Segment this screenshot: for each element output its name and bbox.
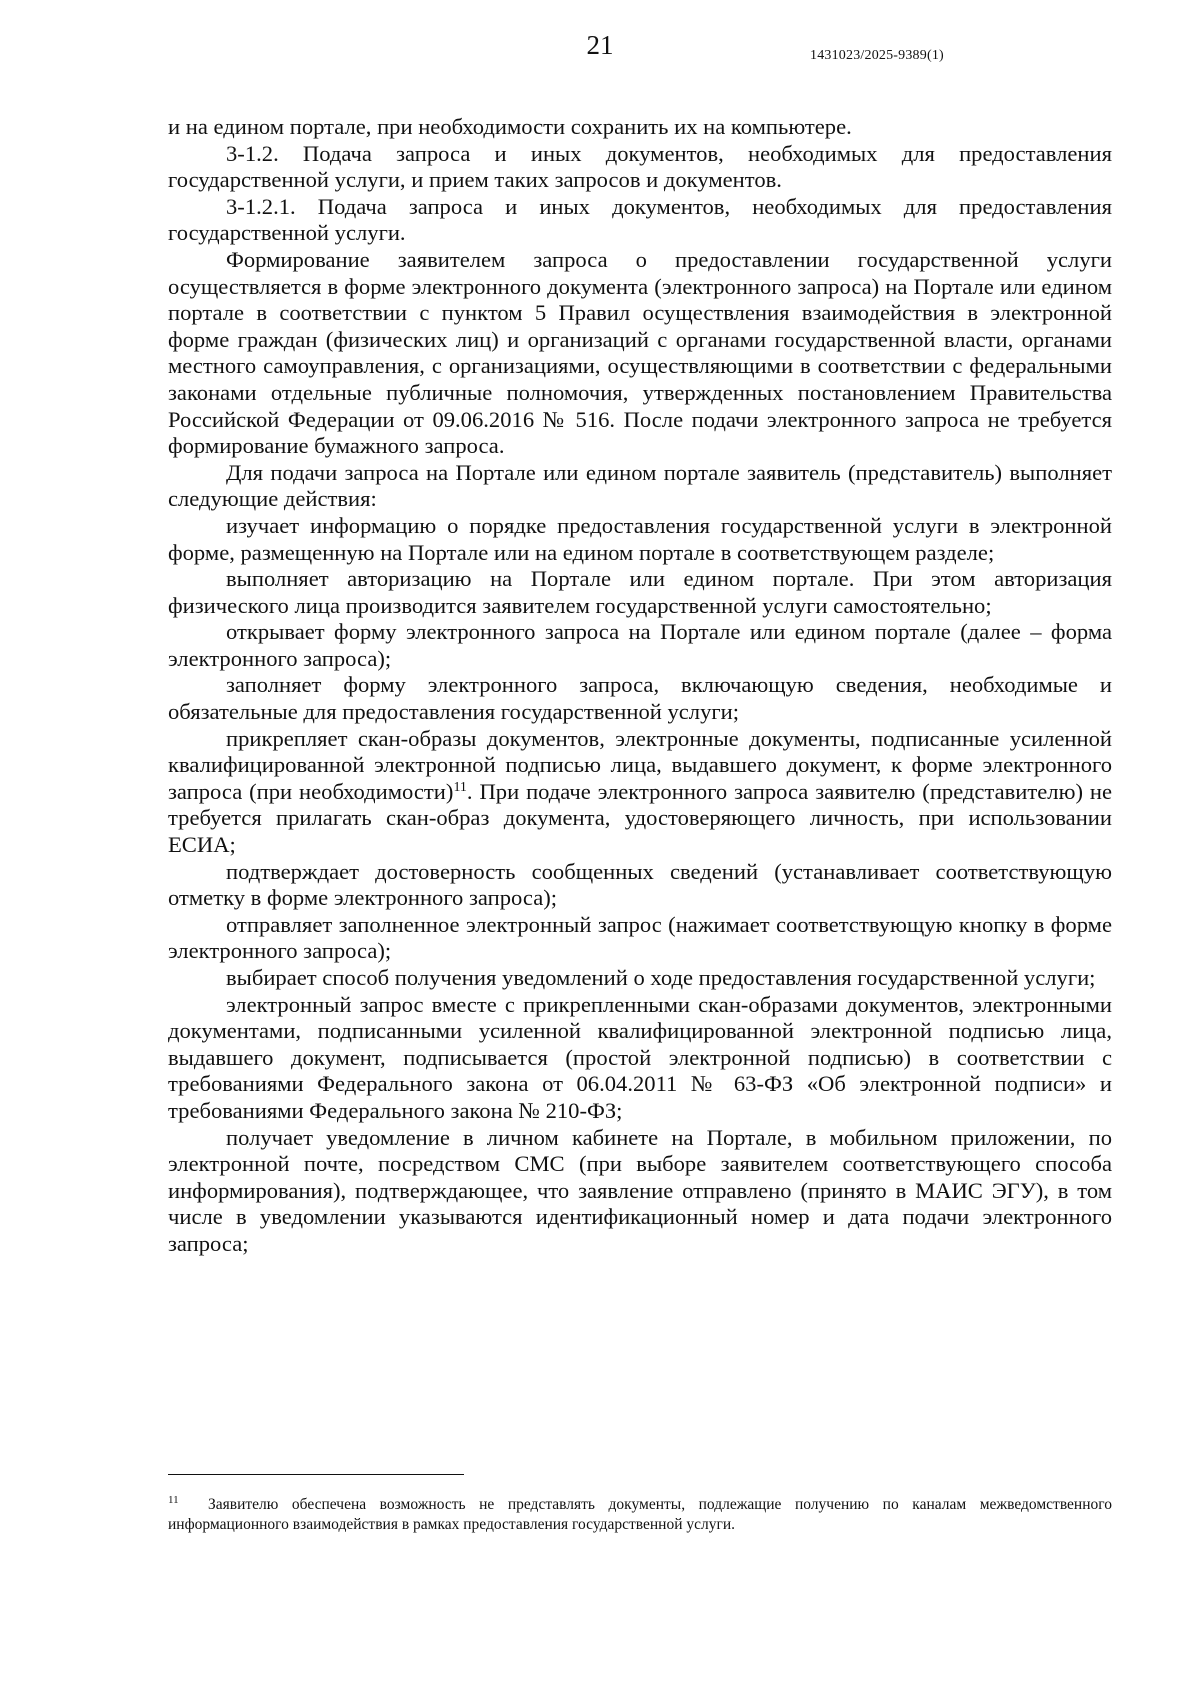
- paragraph-request-formation: Формирование заявителем запроса о предоставлении государственной услуги осуществляется в форме электронного документа (электронного запроса) на Портале или едином портале в соответствии с пунктом 5 Правил осуществления взаимодействия в электронной форме граждан (физических лиц) и организаций с органами государственной власти, органами местного самоуправления, с организациями, осуществляющими в соответствии с федеральными законами отдельные публичные полномочия, утвержденных постановлением Правительства Российской Федерации от 09.06.2016 № 516. После подачи электронного запроса не требуется формирование бумажного запроса.: [168, 246, 1112, 459]
- paragraph-action-open-form: открывает форму электронного запроса на Портале или едином портале (далее – форма электронного запроса);: [168, 619, 1112, 671]
- paragraph-action-send: отправляет заполненное электронный запрос (нажимает соответствующую кнопку в форме электронного запроса);: [168, 911, 1112, 964]
- paragraph-action-fill-form: заполняет форму электронного запроса, включающую сведения, необходимые и обязательные для предоставления государственной услуги;: [168, 672, 1112, 725]
- paragraph-action-receive-notification: получает уведомление в личном кабинете на Портале, в мобильном приложении, по электронной почте, посредством СМС (при выборе заявителем соответствующего способа информирования), подтверждающее, что заявление отправлено (принято в МАИС ЭГУ), в том числе в уведомлении указываются идентификационный номер и дата подачи электронного запроса;: [168, 1124, 1112, 1256]
- document-registration-code: 1431023/2025-9389(1): [810, 48, 944, 63]
- paragraph-action-attach: [168, 726, 1112, 859]
- paragraph-action-confirm: подтверждает достоверность сообщенных сведений (устанавливает соответствующую отметку в форме электронного запроса);: [168, 858, 1112, 911]
- attach-text-before: прикрепляет скан-образы документов, электронные документы, подписанные усиленной квалифицированной электронной подписью лица, выдавшего документ, к форме электронного запроса (при необходимости): [168, 725, 1112, 804]
- paragraph-action-study-info: изучает информацию о порядке предоставления государственной услуги в электронной форме, размещенную на Портале или на едином портале в соответствующем разделе;: [168, 512, 1112, 565]
- paragraph-signature: электронный запрос вместе с прикрепленными скан-образами документов, электронными документами, подписанными усиленной квалифицированной электронной подписью лица, выдавшего документ, подписывается (простой электронной подписью) в соответствии с требованиями Федерального закона от 06.04.2011 № 63-ФЗ «Об электронной подписи» и требованиями Федерального закона № 210-ФЗ;: [168, 991, 1112, 1123]
- footnote-separator: [168, 1474, 464, 1475]
- footnote-text: Заявителю обеспечена возможность не представлять документы, подлежащие получению по каналам межведомственного информационного взаимодействия в рамках предоставления государственной услуги.: [168, 1496, 1112, 1533]
- paragraph-action-authorize: выполняет авторизацию на Портале или едином портале. При этом авторизация физического лица производится заявителем государственной услуги самостоятельно;: [168, 566, 1112, 618]
- paragraph-actions-intro: Для подачи запроса на Портале или едином портале заявитель (представитель) выполняет следующие действия:: [168, 459, 1112, 512]
- footnote-reference[interactable]: 11: [453, 779, 467, 795]
- body-text: [168, 114, 1112, 1258]
- paragraph-continuation: и на едином портале, при необходимости сохранить их на компьютере.: [168, 114, 852, 139]
- page-number: 21: [586, 30, 614, 60]
- footnote: $^{11}$ Заявителю обеспечена возможность не представлять документы, подлежащие получению по каналам межведомственного информационного взаимодействия в рамках предоставления государственной услуги.: [168, 1494, 1112, 1533]
- paragraph-action-notification-method: выбирает способ получения уведомлений о ходе предоставления государственной услуги;: [226, 965, 1096, 990]
- paragraph-section-3-1-2: 3-1.2. Подача запроса и иных документов, необходимых для предоставления государственной услуги, и прием таких запросов и документов.: [168, 140, 1112, 193]
- paragraph-section-3-1-2-1: 3-1.2.1. Подача запроса и иных документов, необходимых для предоставления государственной услуги.: [168, 193, 1112, 246]
- attach-text-after: . При подаче электронного запроса заявителю (представителю) не требуется прилагать скан-образ документа, удостоверяющего личность, при использовании ЕСИА;: [168, 778, 1112, 858]
